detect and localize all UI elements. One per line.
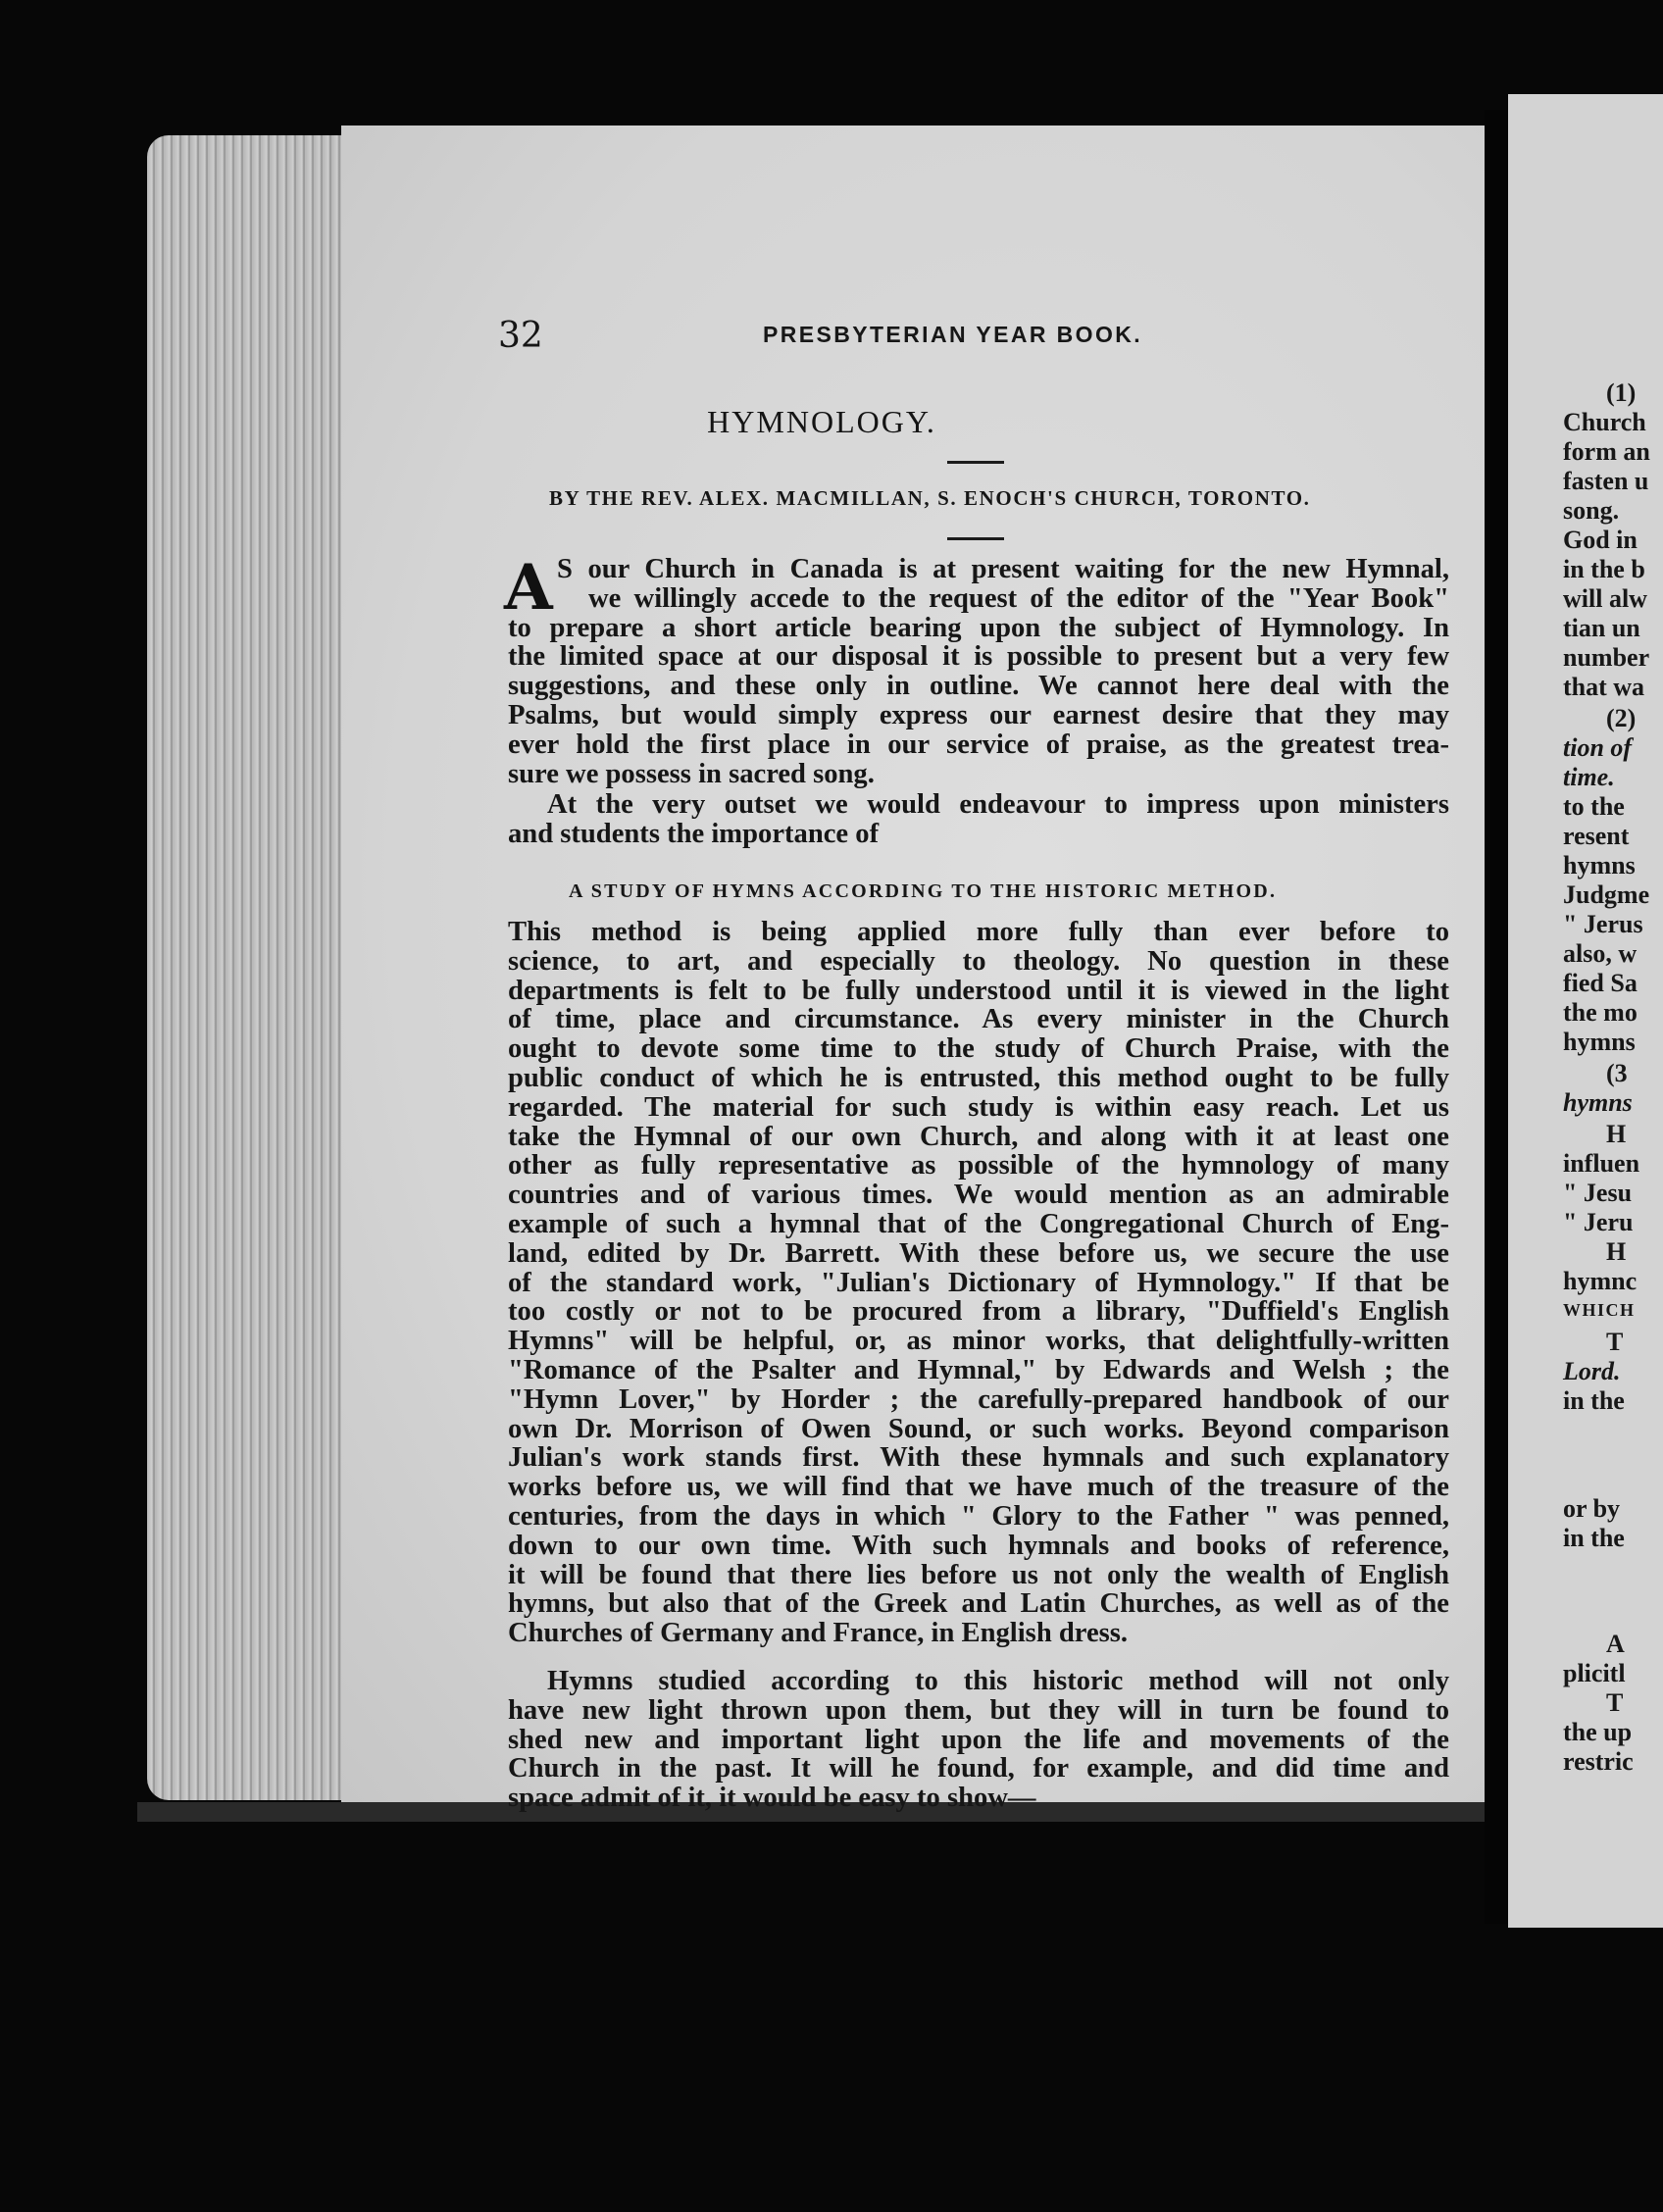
facing-line: fasten u — [1563, 467, 1649, 495]
drop-cap-letter: A — [504, 551, 553, 625]
text-line: ought to devote some time to the study of Church Praise, with the — [508, 1033, 1449, 1065]
text-line: Julian's work stands first. With these hymnals and such explanatory — [508, 1442, 1449, 1474]
text-line: science, to art, and especially to theology. No question in these — [508, 945, 1449, 977]
text-line: "Romance of the Psalter and Hymnal," by Edwards and Welsh ; the — [508, 1354, 1449, 1385]
page-number: 32 — [498, 316, 543, 356]
text-line: works before us, we will find that we have much of the treasure of the — [508, 1472, 1449, 1503]
facing-line: restric — [1563, 1747, 1634, 1776]
text-line: At the very outset we would endeavour to impress upon ministers — [547, 789, 1449, 820]
text-line: "Hymn Lover," by Horder ; the carefully-prepared handbook of our — [508, 1383, 1449, 1415]
facing-line: hymns — [1563, 1088, 1633, 1117]
text-line: sure we possess in sacred song. — [508, 758, 875, 789]
text-line: Psalms, but would simply express our earnest desire that they may — [508, 699, 1449, 730]
facing-line: fied Sa — [1563, 969, 1638, 997]
text-line: the limited space at our disposal it is possible to present but a very few — [508, 641, 1449, 673]
facing-line: God in — [1563, 526, 1638, 554]
facing-line: (2) — [1606, 704, 1637, 732]
facing-line: Judgme — [1563, 880, 1650, 909]
facing-line: H — [1606, 1237, 1627, 1266]
facing-line: that wa — [1563, 673, 1645, 701]
paragraph-hymns-studied — [508, 1667, 1449, 1813]
facing-line: the up — [1563, 1718, 1633, 1746]
facing-line: influen — [1563, 1149, 1640, 1178]
facing-line: A — [1606, 1630, 1625, 1658]
facing-line: tian un — [1563, 614, 1640, 642]
text-line: have new light thrown upon them, but they will in turn be found to — [508, 1694, 1449, 1726]
facing-line: in the b — [1563, 555, 1645, 583]
facing-line: or by — [1563, 1494, 1621, 1523]
running-head: PRESBYTERIAN YEAR BOOK. — [763, 322, 1143, 347]
text-line: regarded. The material for such study is within easy reach. Let us — [508, 1091, 1449, 1123]
text-line: Hymns studied according to this historic method will not only — [547, 1666, 1449, 1696]
paragraph-historic-method — [508, 918, 1449, 1648]
facing-line: plicitl — [1563, 1659, 1626, 1687]
text-line: of time, place and circumstance. As every minister in the Church — [508, 1004, 1449, 1035]
facing-line: hymnc — [1563, 1267, 1638, 1295]
text-line: other as fully representative as possible of the hymnology of many — [508, 1150, 1449, 1181]
text-line: we willingly accede to the request of the editor of the "Year Book" — [588, 582, 1449, 614]
facing-line: WHICH — [1563, 1300, 1636, 1320]
facing-line: Church — [1563, 408, 1646, 436]
text-line: take the Hymnal of our own Church, and along with it at least one — [508, 1121, 1449, 1152]
text-line: hymns, but also that of the Greek and Latin Churches, as well as of the — [508, 1588, 1449, 1620]
text-line: Churches of Germany and France, in English dress. — [508, 1618, 1129, 1649]
text-line: too costly or not to be procured from a library, "Duffield's English — [508, 1296, 1449, 1328]
byline-rule — [947, 537, 1004, 540]
facing-line: in the — [1563, 1524, 1625, 1552]
book-gutter — [1485, 110, 1508, 1924]
facing-line: resent — [1563, 822, 1630, 850]
facing-line: song. — [1563, 496, 1620, 525]
paragraph-intro — [508, 555, 1449, 788]
text-line: public conduct of which he is entrusted, this method ought to be fully — [508, 1062, 1449, 1093]
text-line: ever hold the first place in our service of praise, as the greatest trea- — [508, 729, 1449, 760]
facing-line: " Jerus — [1563, 910, 1643, 938]
text-line: space admit of it, it would be easy to show— — [508, 1783, 1036, 1814]
facing-line: also, w — [1563, 939, 1638, 968]
article-byline: BY THE REV. ALEX. MACMILLAN, S. ENOCH'S CHURCH, TORONTO. — [549, 486, 1311, 510]
text-line: This method is being applied more fully than ever before to — [508, 917, 1449, 947]
paragraph-outset — [508, 790, 1449, 849]
text-line: departments is felt to be fully understood until it is viewed in the light — [508, 975, 1449, 1006]
facing-line: " Jeru — [1563, 1208, 1634, 1236]
facing-line: number — [1563, 643, 1650, 672]
text-line: down to our own time. With such hymnals and books of reference, — [508, 1530, 1449, 1561]
text-line: example of such a hymnal that of the Congregational Church of Eng- — [508, 1208, 1449, 1239]
article-title: HYMNOLOGY. — [707, 404, 936, 439]
facing-line: (1) — [1606, 378, 1637, 407]
facing-line: the mo — [1563, 998, 1638, 1027]
facing-line: T — [1606, 1328, 1624, 1356]
facing-line: hymns — [1563, 1028, 1636, 1056]
text-line: countries and of various times. We would mention as an admirable — [508, 1180, 1449, 1211]
text-line: Hymns" will be helpful, or, as minor works, that delightfully-written — [508, 1326, 1449, 1357]
text-line: S our Church in Canada is at present waiting for the new Hymnal, — [557, 554, 1449, 584]
facing-line: (3 — [1606, 1059, 1628, 1087]
facing-line: Lord. — [1563, 1357, 1621, 1385]
text-line: land, edited by Dr. Barrett. With these before us, we secure the use — [508, 1237, 1449, 1269]
title-rule — [947, 461, 1004, 464]
text-line: it will be found that there lies before us not only the wealth of English — [508, 1559, 1449, 1590]
text-line: centuries, from the days in which " Glory to the Father " was penned, — [508, 1500, 1449, 1532]
facing-line: " Jesu — [1563, 1179, 1633, 1207]
facing-line: in the — [1563, 1386, 1625, 1415]
section-subheading: A STUDY OF HYMNS ACCORDING TO THE HISTORIC METHOD. — [569, 880, 1278, 902]
text-line: to prepare a short article bearing upon the subject of Hymnology. In — [508, 612, 1449, 643]
article-title-row — [0, 404, 1663, 440]
facing-line: T — [1606, 1688, 1624, 1717]
facing-line: tion of — [1563, 733, 1633, 762]
facing-line: to the — [1563, 792, 1625, 821]
facing-line: form an — [1563, 437, 1650, 466]
facing-line: will alw — [1563, 584, 1647, 613]
text-line: of the standard work, "Julian's Dictionary of Hymnology." If that be — [508, 1267, 1449, 1298]
facing-line: hymns — [1563, 851, 1636, 880]
text-line: and students the importance of — [508, 818, 880, 849]
text-line: shed new and important light upon the life and movements of the — [508, 1724, 1449, 1755]
text-line: Church in the past. It will he found, for example, and did time and — [508, 1753, 1449, 1785]
text-line: own Dr. Morrison of Owen Sound, or such works. Beyond comparison — [508, 1413, 1449, 1444]
text-line: suggestions, and these only in outline. We cannot here deal with the — [508, 671, 1449, 702]
facing-line: time. — [1563, 763, 1615, 791]
facing-line: H — [1606, 1120, 1627, 1148]
